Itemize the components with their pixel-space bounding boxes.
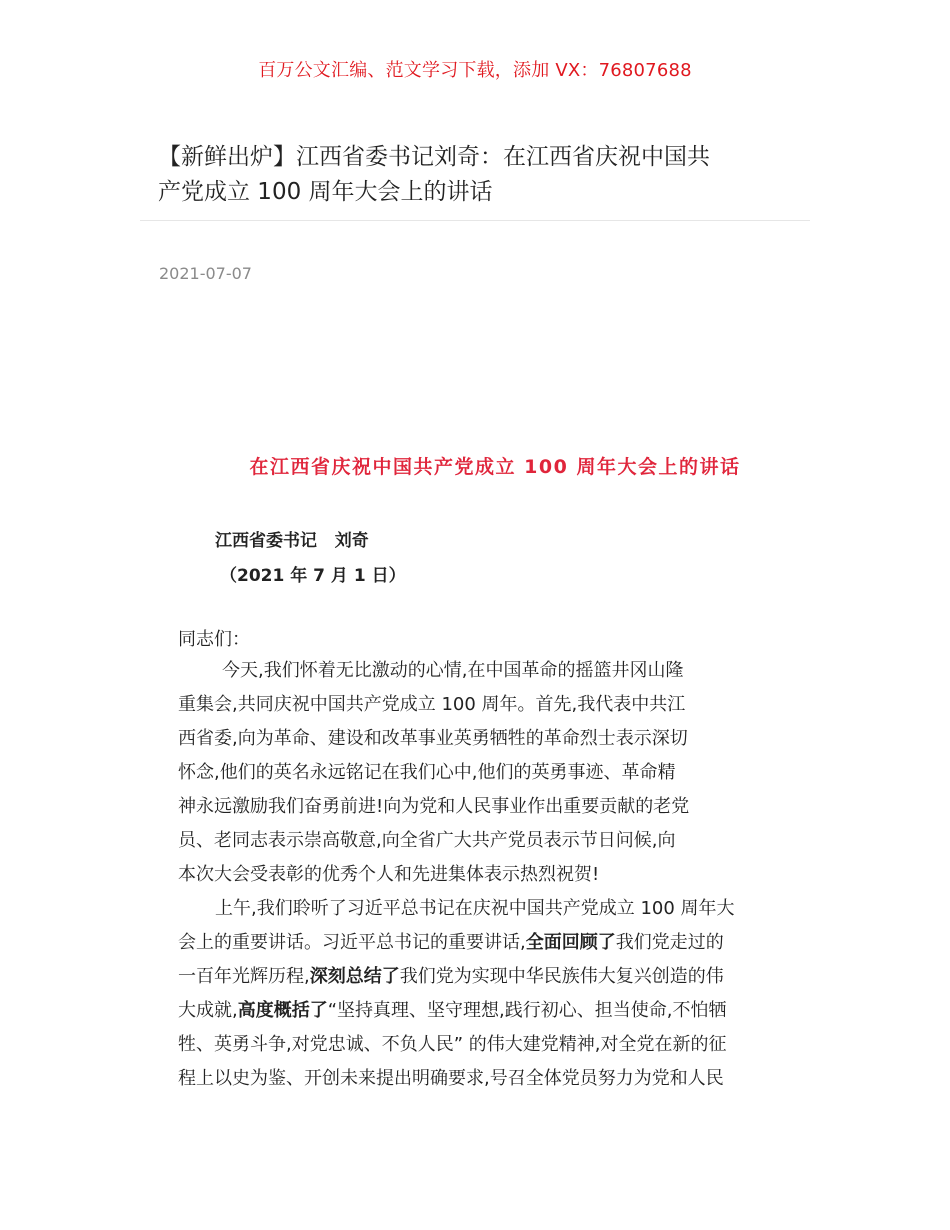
text-run: 会上的重要讲话。习近平总书记的重要讲话, bbox=[178, 932, 526, 953]
paragraph-line: 神永远激励我们奋勇前进!向为党和人民事业作出重要贡献的老党 bbox=[178, 796, 690, 817]
paragraph-line: 上午,我们聆听了习近平总书记在庆祝中国共产党成立 100 周年大 bbox=[215, 898, 735, 919]
speech-date: （2021 年 7 月 1 日） bbox=[220, 566, 406, 586]
paragraph-line: 西省委,向为革命、建设和改革事业英勇牺牲的革命烈士表示深切 bbox=[178, 728, 688, 749]
body-paragraph-2 bbox=[178, 892, 774, 1096]
text-run: “坚持真理、坚守理想,践行初心、担当使命,不怕牺 bbox=[327, 1000, 727, 1021]
speech-heading: 在江西省庆祝中国共产党成立 100 周年大会上的讲话 bbox=[249, 456, 741, 478]
paragraph-line: 本次大会受表彰的优秀个人和先进集体表示热烈祝贺! bbox=[178, 864, 600, 885]
paragraph-line: 今天,我们怀着无比激动的心情,在中国革命的摇篮井冈山隆 bbox=[222, 660, 684, 681]
text-run: 一百年光辉历程, bbox=[178, 966, 310, 987]
paragraph-line bbox=[178, 960, 774, 994]
article-title-line-2: 产党成立 100 周年大会上的讲话 bbox=[158, 179, 493, 205]
body-paragraph-1 bbox=[178, 654, 774, 892]
paragraph-line: 员、老同志表示崇高敬意,向全省广大共产党员表示节日问候,向 bbox=[178, 830, 676, 851]
article-title bbox=[158, 140, 798, 210]
text-run: 我们党走过的 bbox=[615, 932, 724, 953]
emphasis-text: 全面回顾了 bbox=[525, 932, 616, 953]
paragraph-line: 程上以史为鉴、开创未来提出明确要求,号召全体党员努力为党和人民 bbox=[178, 1068, 724, 1089]
emphasis-text: 深刻总结了 bbox=[309, 966, 400, 987]
title-divider bbox=[140, 220, 810, 221]
article-title-line-1: 【新鲜出炉】江西省委书记刘奇：在江西省庆祝中国共 bbox=[158, 144, 710, 170]
speaker-line: 江西省委书记 刘奇 bbox=[215, 531, 369, 551]
emphasis-text: 高度概括了 bbox=[237, 1000, 328, 1021]
paragraph-line: 怀念,他们的英名永远铭记在我们心中,他们的英勇事迹、革命精 bbox=[178, 762, 676, 783]
publish-date: 2021-07-07 bbox=[159, 264, 252, 283]
paragraph-line bbox=[178, 926, 774, 960]
salutation: 同志们： bbox=[178, 629, 250, 650]
text-run: 我们党为实现中华民族伟大复兴创造的伟 bbox=[399, 966, 724, 987]
text-run: 大成就, bbox=[178, 1000, 238, 1021]
paragraph-line bbox=[178, 994, 774, 1028]
paragraph-line: 重集会,共同庆祝中国共产党成立 100 周年。首先,我代表中共江 bbox=[178, 694, 686, 715]
paragraph-line: 牲、英勇斗争,对党忠诚、不负人民” 的伟大建党精神,对全党在新的征 bbox=[178, 1034, 727, 1055]
promo-banner: 百万公文汇编、范文学习下载，添加 VX：76807688 bbox=[258, 60, 692, 81]
